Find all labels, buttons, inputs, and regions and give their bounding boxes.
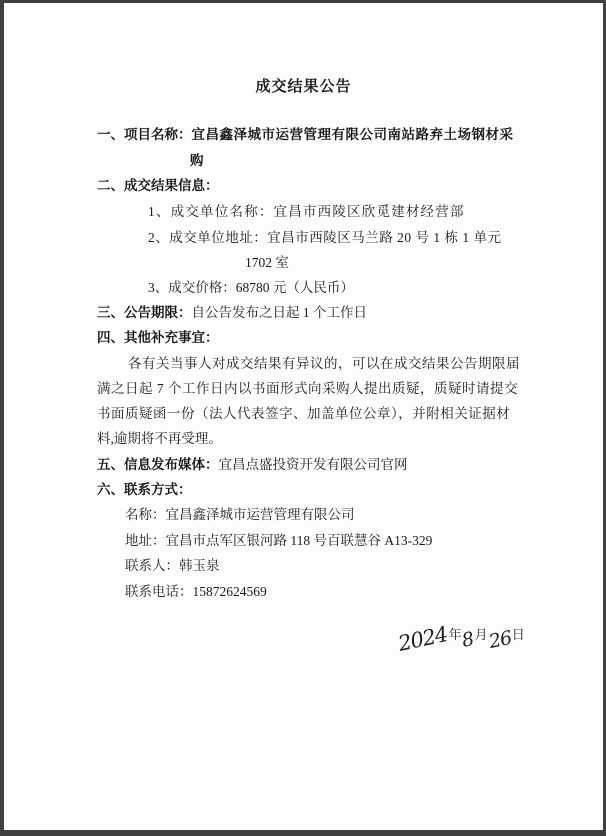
date-month-unit: 月 [474, 627, 488, 642]
contact-address: 地址：宜昌市点军区银河路 118 号百联慧谷 A13-329 [125, 533, 433, 548]
handwritten-year: 2024 [396, 622, 450, 656]
contact-phone: 联系电话：15872624569 [125, 584, 267, 599]
period-line [97, 305, 367, 321]
date-day-unit: 日 [511, 627, 525, 642]
supplement-section-heading: 四、其他补充事宜： [97, 330, 219, 345]
project-name-text: 宜昌鑫泽城市运营管理有限公司南站路弃土场钢材采 [191, 127, 514, 142]
project-name-label: 一、项目名称： [97, 127, 192, 142]
project-name-line [97, 127, 514, 143]
date-year-unit: 年 [448, 627, 462, 642]
media-text: 宜昌点盛投资开发有限公司官网 [218, 457, 408, 472]
result-unit-address: 2、成交单位地址：宜昌市西陵区马兰路 20 号 1 栋 1 单元 [148, 230, 502, 245]
result-unit-address-wrap: 1702 室 [245, 255, 289, 270]
contact-person: 联系人：韩玉泉 [125, 558, 220, 573]
document-title: 成交结果公告 [255, 79, 352, 95]
media-label: 五、信息发布媒体： [97, 457, 219, 472]
supplement-para-line1: 各有关当事人对成交结果有异议的，可以在成交结果公告期限届 [128, 356, 520, 371]
handwritten-month: 8 [460, 628, 476, 652]
period-text: 自公告发布之日起 1 个工作日 [191, 305, 367, 320]
media-line [97, 457, 408, 473]
supplement-para-line4: 料,逾期将不再受理。 [97, 431, 222, 446]
contact-name: 名称：宜昌鑫泽城市运营管理有限公司 [125, 507, 355, 522]
contact-section-heading: 六、联系方式： [97, 482, 192, 497]
result-section-heading: 二、成交结果信息： [97, 178, 219, 193]
result-unit-name: 1、成交单位名称：宜昌市西陵区欣觅建材经营部 [148, 204, 465, 219]
supplement-para-line3: 书面质疑函一份（法人代表签字、加盖单位公章），并附相关证据材 [97, 406, 511, 421]
result-price: 3、成交价格：68780 元（人民币） [148, 280, 354, 295]
supplement-para-line2: 满之日起 7 个工作日内以书面形式向采购人提出质疑，质疑时请提交 [97, 381, 518, 396]
handwritten-date [396, 622, 526, 656]
handwritten-day: 26 [486, 626, 513, 654]
announcement-document [4, 3, 603, 830]
period-label: 三、公告期限： [97, 305, 192, 320]
project-name-wrap: 购 [190, 153, 204, 168]
